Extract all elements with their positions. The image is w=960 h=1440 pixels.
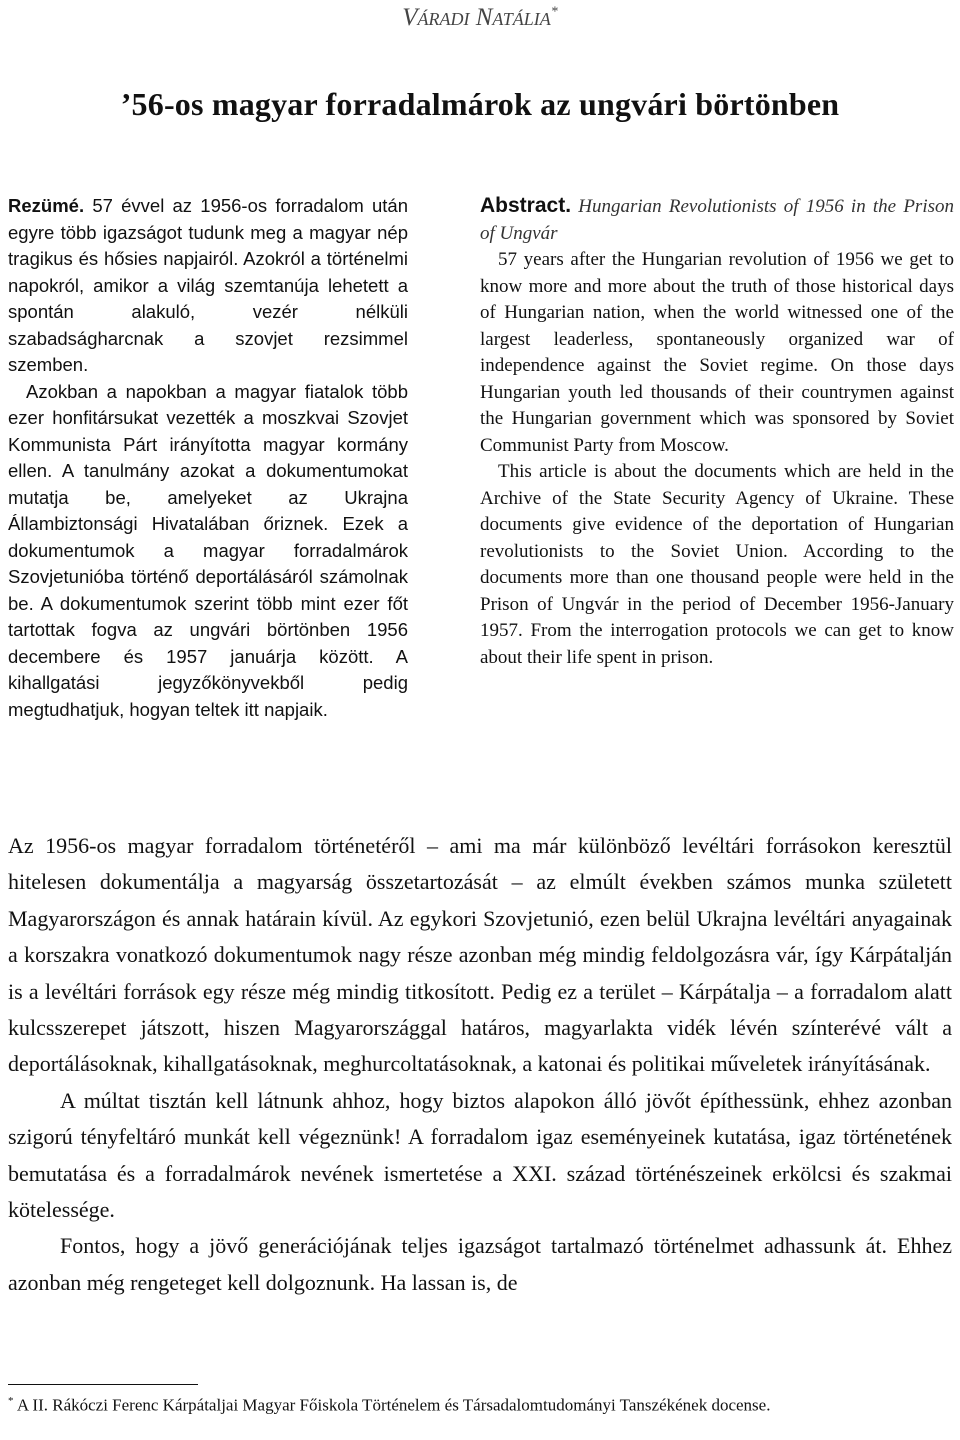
abstract-en-title: Hungarian Revolutionists of 1956 in the Prison of Ungvár — [480, 196, 954, 244]
footnote-text: A II. Rákóczi Ferenc Kárpátaljai Magyar Főiskola Történelem és Társadalomtudományi Tanszékének docense. — [16, 1395, 771, 1415]
footnote-mark: * — [8, 1395, 14, 1407]
abstract-hu-paragraph-1 — [8, 193, 408, 379]
body-paragraph-2: A múltat tisztán kell látnunk ahhoz, hogy biztos alapokon álló jövőt építhessünk, ehhez azonban szigorú tényfeltáró munkát kell végeznünk! A forradalom igaz eseményeinek kutatása, igaz történetének bemutatása és a forradalmárok nevének ismertetése a XXI. század történészeinek erkölcsi és szakmai kötelessége. — [8, 1087, 952, 1223]
abstract-hu-text-1: 57 évvel az 1956-os forradalom után egyre több igazságot tudunk meg a magyar nép tragikus és hősies napjairól. Azokról a történelmi napokról, amikor a világ szemtanúja lehetett a spontán alakuló, vezér nélküli szabadságharcnak a szovjet rezsimmel szemben. — [8, 195, 409, 375]
abstract-hu-label: Rezümé. — [8, 195, 85, 216]
abstract-hungarian — [8, 193, 408, 723]
author-footnote-mark: * — [550, 4, 558, 20]
abstract-en-heading — [480, 193, 954, 247]
abstract-english — [480, 193, 954, 671]
abstract-en-label: Abstract. — [480, 194, 572, 217]
footnote — [8, 1390, 952, 1417]
body-paragraph-1: Az 1956-os magyar forradalom történetéről – ami ma már különböző levéltári forrásokon keresztül hitelesen dokumentálja a magyarság összetartozását – az elmúlt években számos munka született Magyarországon és annak határain kívül. Az egykori Szovjetunió, ezen belül Ukrajna levéltári anyagainak a korszakra vonatkozó dokumentumok nagy része azonban még mindig feldolgozásra vár, így Kárpátalján is a levéltári források egy része még mindig titkosított. Pedig ez a terület – Kárpátalja – a forradalom alatt kulcsszerepet játszott, hiszen Magyarországgal határos, magyarlakta vidék lévén színterévé vált a deportálásoknak, kihallgatásoknak, meghurcoltatásoknak, a katonai és politikai műveletek irányításának. — [8, 833, 952, 1077]
author-name — [0, 4, 960, 32]
abstract-hu-paragraph-2: Azokban a napokban a magyar fiatalok több ezer honfitársukat vezették a moszkvai Szovjet Kommunista Párt irányította magyar kormány ellen. A tanulmány azokat a dokumentumokat mutatja be, amelyeket az Ukrajna Állambiztonsági Hivatalában őriznek. Ezek a dokumentumok a magyar forradalmárok Szovjetunióba történő deportálásáról számolnak be. A dokumentumok szerint több mint ezer főt tartottak fogva az ungvári börtönben 1956 decembere és 1957 januárja között. A kihallgatási jegyzőkönyvekből pedig megtudhatjuk, hogyan teltek itt napjaik. — [8, 380, 408, 720]
body-paragraph-3: Fontos, hogy a jövő generációjának teljes igazságot tartalmazó történelmet adhassunk át. Ehhez azonban még rengeteget kell dolgoznunk. Ha lassan is, de — [8, 1233, 952, 1295]
footnote-divider — [8, 1384, 198, 1385]
abstract-en-paragraph-1: 57 years after the Hungarian revolution of 1956 we get to know more and more about the truth of those historical days of Hungarian nation, when the world witnessed one of the largest leaderless, spontaneously organized war of independence against the Soviet regime. On those days Hungarian youth led thousands of their countrymen against the Hungarian government which was sponsored by Soviet Communist Party from Moscow. — [480, 249, 954, 456]
abstract-en-paragraph-2: This article is about the documents which are held in the Archive of the State Security Agency of Ukraine. These documents give evidence of the deportation of Hungarian revolutionists to the Soviet Union. According to the documents more than one thousand people were held in the Prison of Ungvár in the period of December 1956-January 1957. From the interrogation protocols we can get to know about their life spent in prison. — [480, 461, 954, 668]
main-body — [8, 828, 952, 1301]
author-name-text: Váradi Natália — [402, 4, 551, 31]
article-title: ’56-os magyar forradalmárok az ungvári börtönben — [120, 86, 840, 122]
